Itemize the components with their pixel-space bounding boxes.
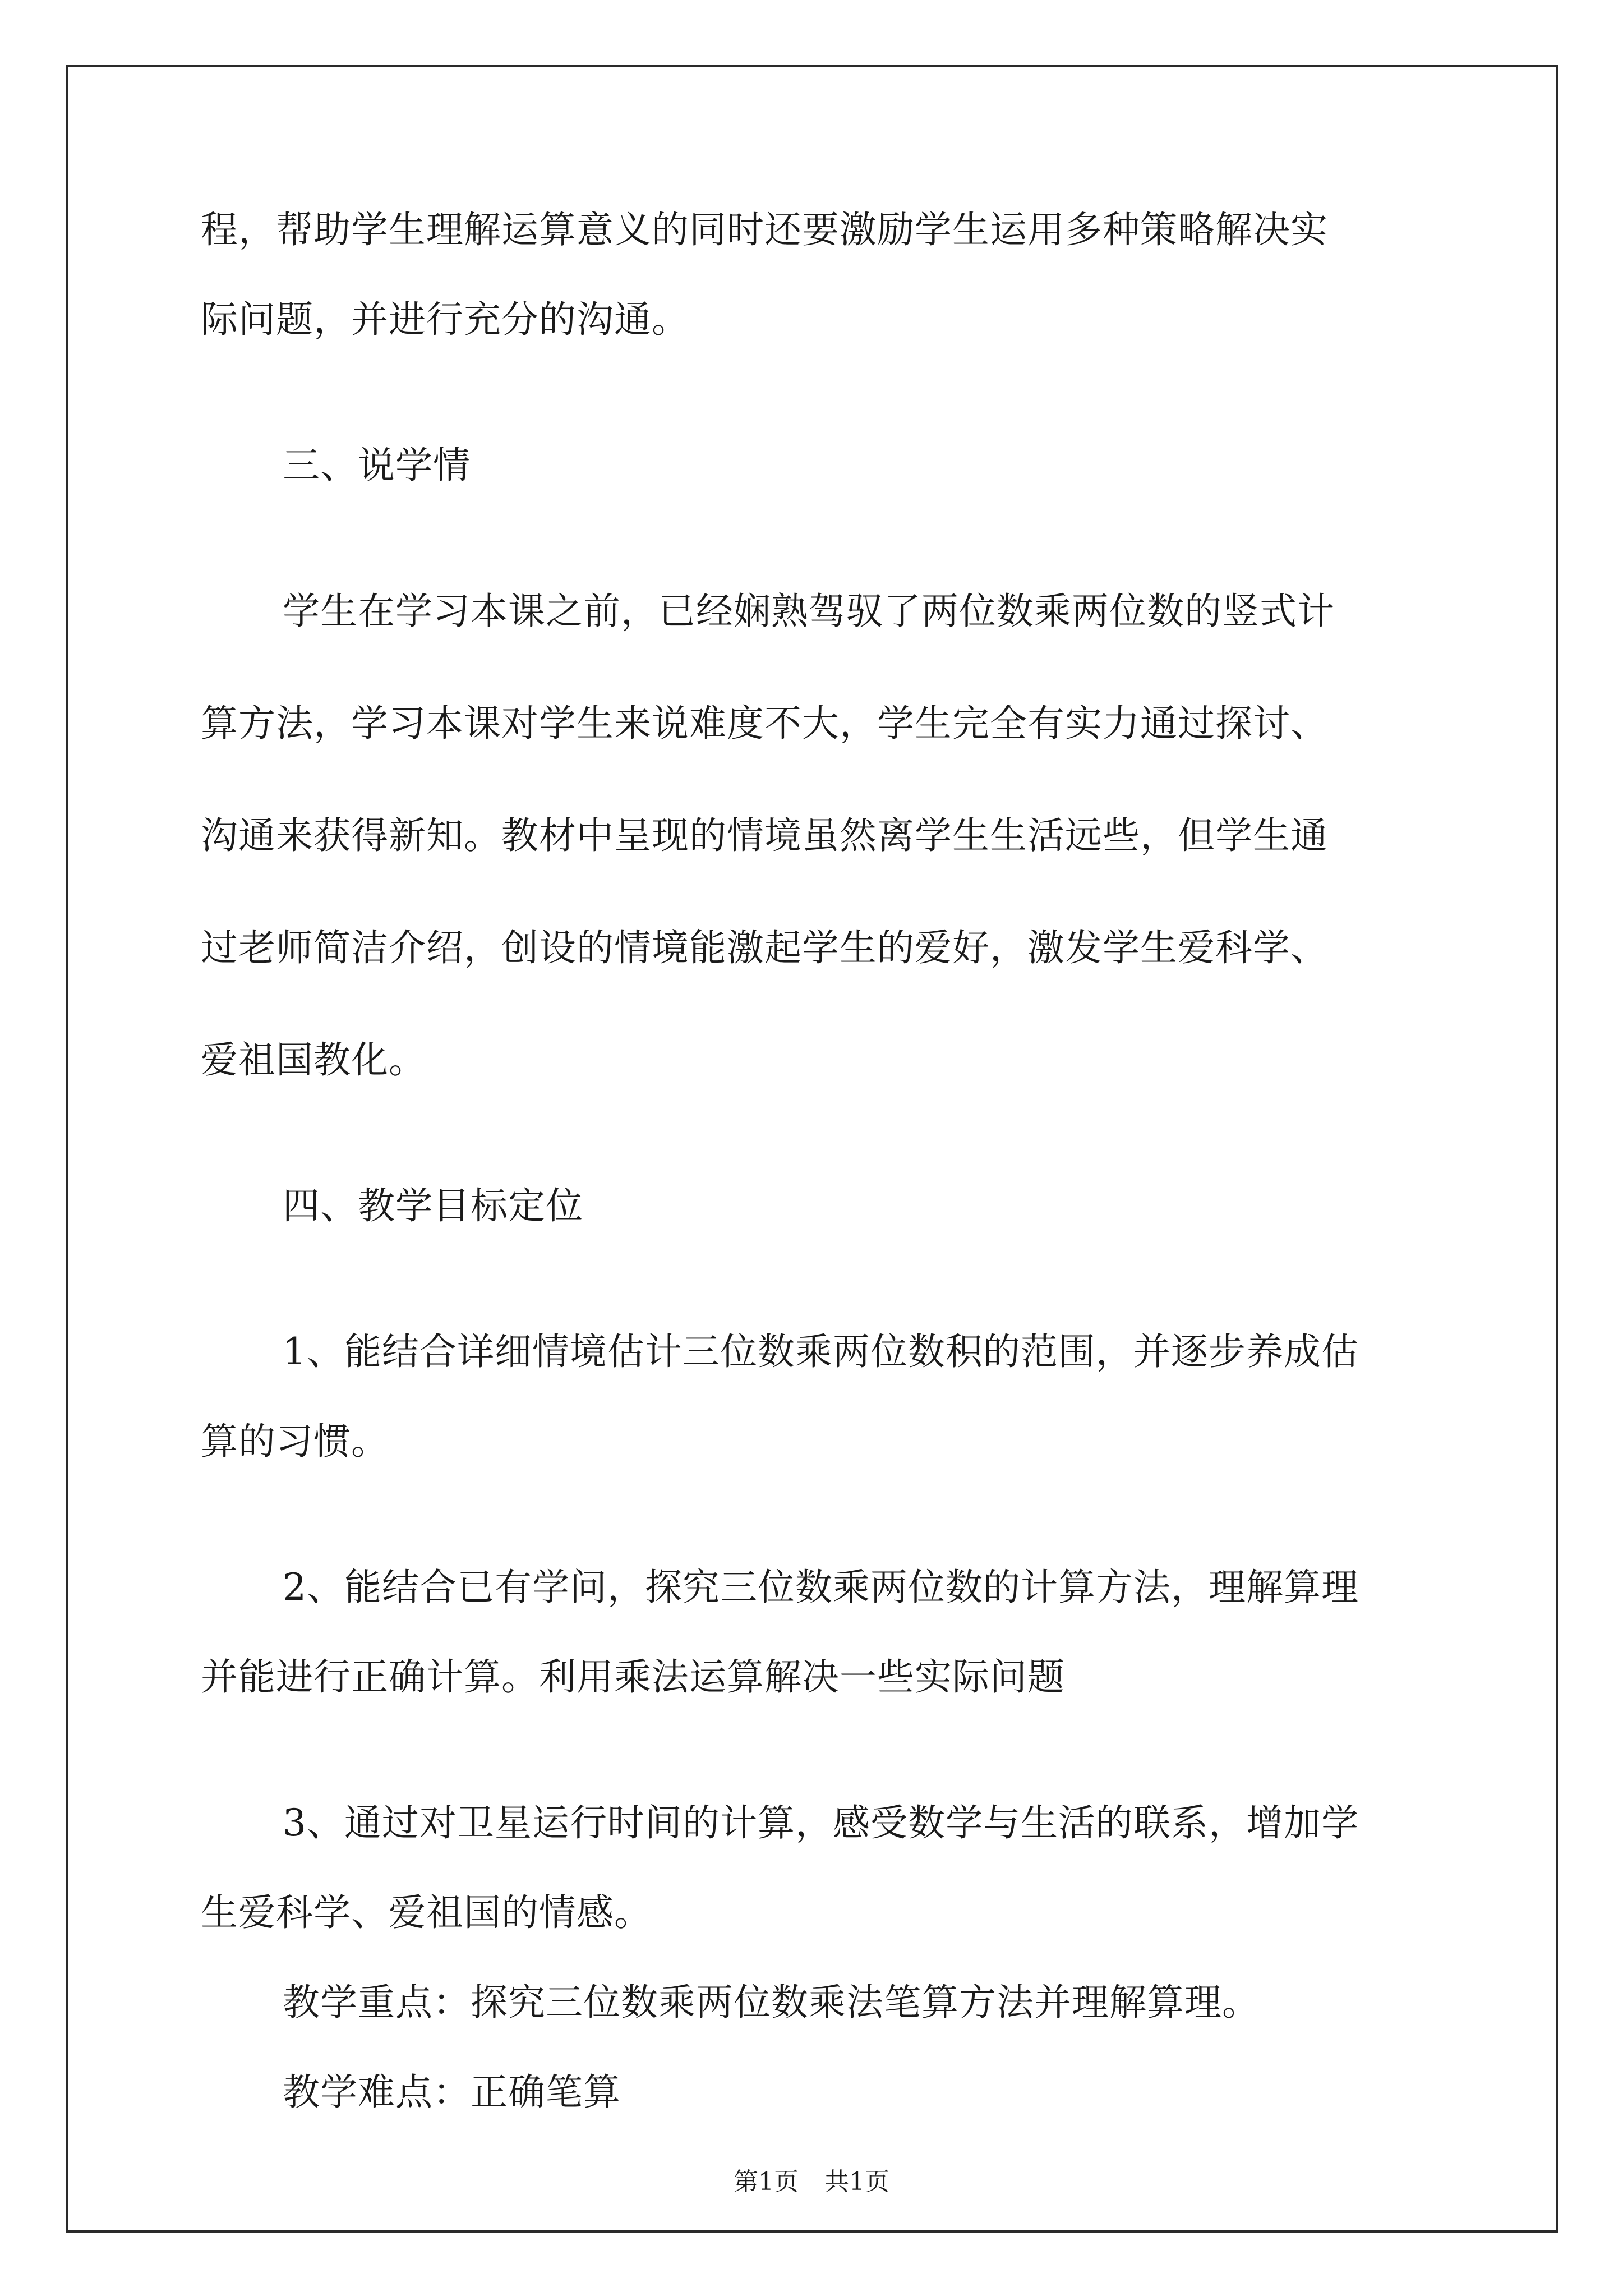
paragraph-line: 际问题，并进行充分的沟通。 (201, 298, 689, 341)
page-number: 第1页 (734, 2168, 799, 2196)
page-footer (0, 2165, 1623, 2199)
page-total: 共1页 (824, 2168, 889, 2196)
section-heading-learner-analysis: 三、说学情 (283, 444, 471, 487)
paragraph-line: 算的习惯。 (201, 1420, 389, 1463)
paragraph-line: 沟通来获得新知。教材中呈现的情境虽然离学生生活远些，但学生通 (201, 814, 1328, 857)
paragraph-line: 程，帮助学生理解运算意义的同时还要激励学生运用多种策略解决实 (201, 208, 1328, 251)
paragraph-line: 2、能结合已有学问，探究三位数乘两位数的计算方法，理解算理 (283, 1566, 1359, 1609)
teaching-key-point: 教学重点：探究三位数乘两位数乘法笔算方法并理解算理。 (283, 1981, 1260, 2024)
paragraph-line: 爱祖国教化。 (201, 1038, 426, 1082)
teaching-difficulty: 教学难点：正确笔算 (283, 2070, 621, 2114)
paragraph-line: 过老师简洁介绍，创设的情境能激起学生的爱好，激发学生爱科学、 (201, 926, 1328, 969)
paragraph-line: 学生在学习本课之前，已经娴熟驾驭了两位数乘两位数的竖式计 (283, 590, 1335, 633)
paragraph-line: 生爱科学、爱祖国的情感。 (201, 1891, 652, 1934)
paragraph-line: 并能进行正确计算。利用乘法运算解决一些实际问题 (201, 1655, 1065, 1699)
section-heading-teaching-goals: 四、教学目标定位 (283, 1184, 583, 1227)
paragraph-line: 算方法，学习本课对学生来说难度不大，学生完全有实力通过探讨、 (201, 702, 1328, 745)
paragraph-line: 1、能结合详细情境估计三位数乘两位数积的范围，并逐步养成估 (283, 1330, 1359, 1373)
paragraph-line: 3、通过对卫星运行时间的计算，感受数学与生活的联系，增加学 (283, 1801, 1359, 1844)
